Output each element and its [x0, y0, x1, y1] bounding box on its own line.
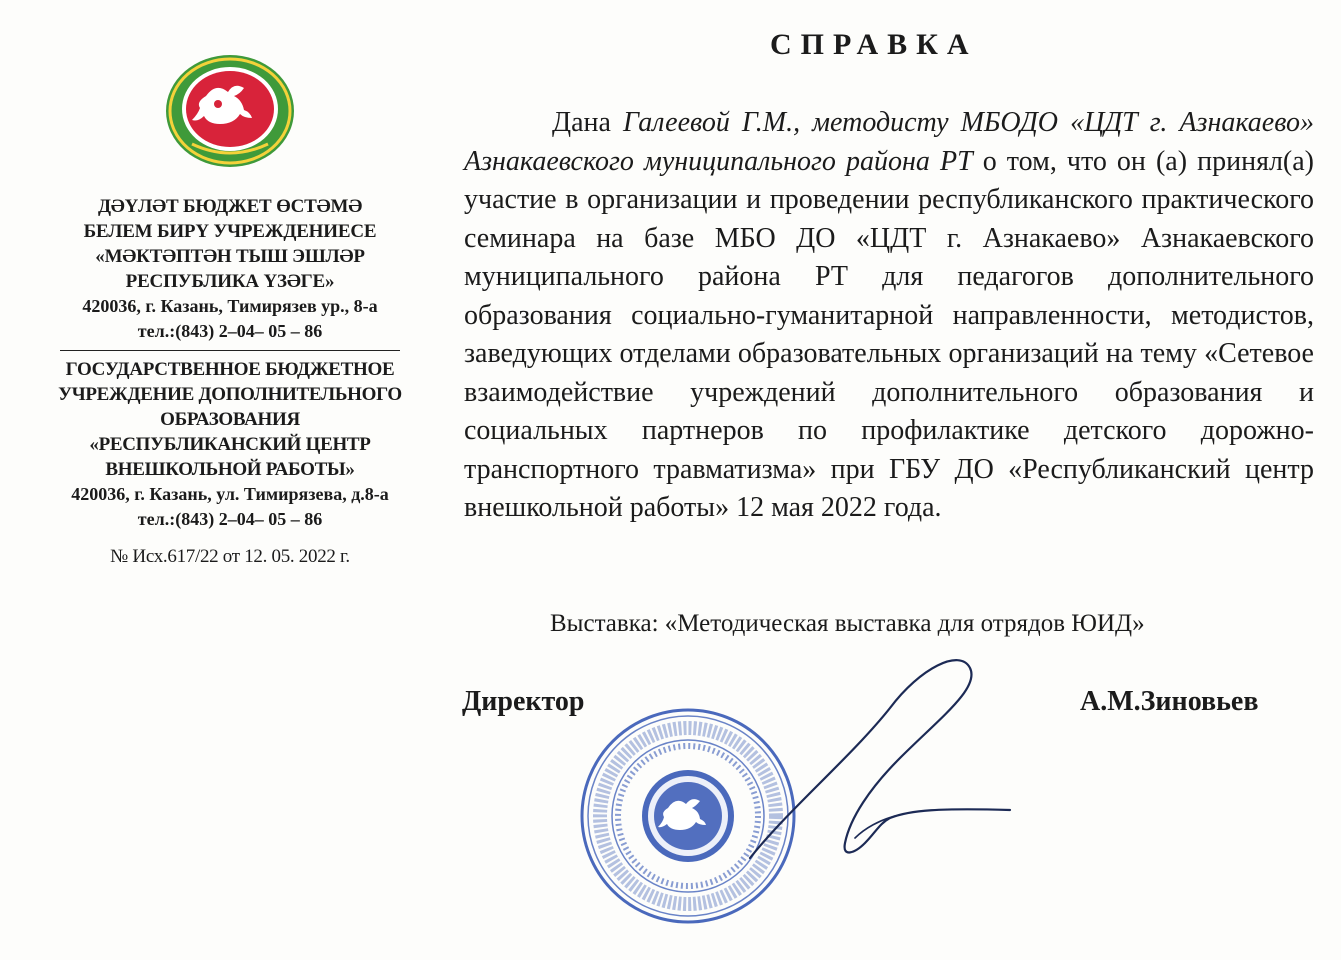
org-russian-line: ОБРАЗОВАНИЯ — [160, 409, 300, 430]
body-lead: Дана — [552, 107, 624, 138]
address-tatar: 420036, г. Казань, Тимирязев ур., 8-а — [82, 296, 378, 316]
org-tatar-line: «МӘКТӘПТӘН ТЫШ ЭШЛӘР — [95, 246, 365, 267]
outgoing-reference: № Исх.617/22 от 12. 05. 2022 г. — [110, 546, 350, 567]
organization-header — [20, 52, 440, 568]
director-name: А.М.Зиновьев — [1080, 686, 1259, 717]
org-tatar-line: БЕЛЕМ БИРҮ УЧРЕЖДЕНИЕСЕ — [83, 221, 377, 242]
org-name-russian — [20, 357, 440, 482]
org-russian-line: «РЕСПУБЛИКАНСКИЙ ЦЕНТР — [89, 434, 371, 455]
org-russian-line: УЧРЕЖДЕНИЕ ДОПОЛНИТЕЛЬНОГО — [58, 384, 402, 405]
body-rest: о том, что он (а) принял(а) участие в организации и проведении республиканского практического семинара на базе МБО ДО «ЦДТ г. Азнакаево» Азнакаевского муниципального района РТ для педагогов дополнительного образования социально-гуманитарной направленности, методистов, заведующих отделами образовательных организаций на тему «Сетевое взаимодействие учреждений дополнительного образования и социальных партнеров по профилактике детского дорожно-транспортного травматизма» при ГБУ ДО «Республиканский центр внешкольной работы» 12 мая 2022 года. — [464, 145, 1314, 523]
header-divider — [60, 350, 400, 351]
tatarstan-emblem-icon — [162, 52, 298, 170]
address-russian: 420036, г. Казань, ул. Тимирязева, д.8-а — [71, 484, 389, 504]
director-signature-icon — [640, 648, 1020, 878]
recipient-italic: Галеевой Г.М., методисту МБОДО «ЦДТ г. Азнакаево» Азнакаевского муниципального района РТ — [464, 107, 1314, 177]
org-tatar-line: РЕСПУБЛИКА ҮЗӘГЕ» — [125, 271, 335, 292]
director-label: Директор — [462, 686, 585, 717]
org-tatar-line: ДӘҮЛӘТ БЮДЖЕТ ӨСТӘМӘ — [97, 196, 363, 217]
certificate-body — [464, 104, 1314, 528]
org-name-tatar — [20, 194, 440, 294]
document-title: СПРАВКА — [770, 28, 978, 61]
org-russian-line: ВНЕШКОЛЬНОЙ РАБОТЫ» — [105, 459, 355, 480]
exhibit-line: Выставка: «Методическая выставка для отрядов ЮИД» — [550, 610, 1145, 637]
phone-russian: тел.:(843) 2–04– 05 – 86 — [137, 509, 323, 529]
org-russian-line: ГОСУДАРСТВЕННОЕ БЮДЖЕТНОЕ — [65, 359, 395, 380]
phone-tatar: тел.:(843) 2–04– 05 – 86 — [137, 321, 323, 341]
